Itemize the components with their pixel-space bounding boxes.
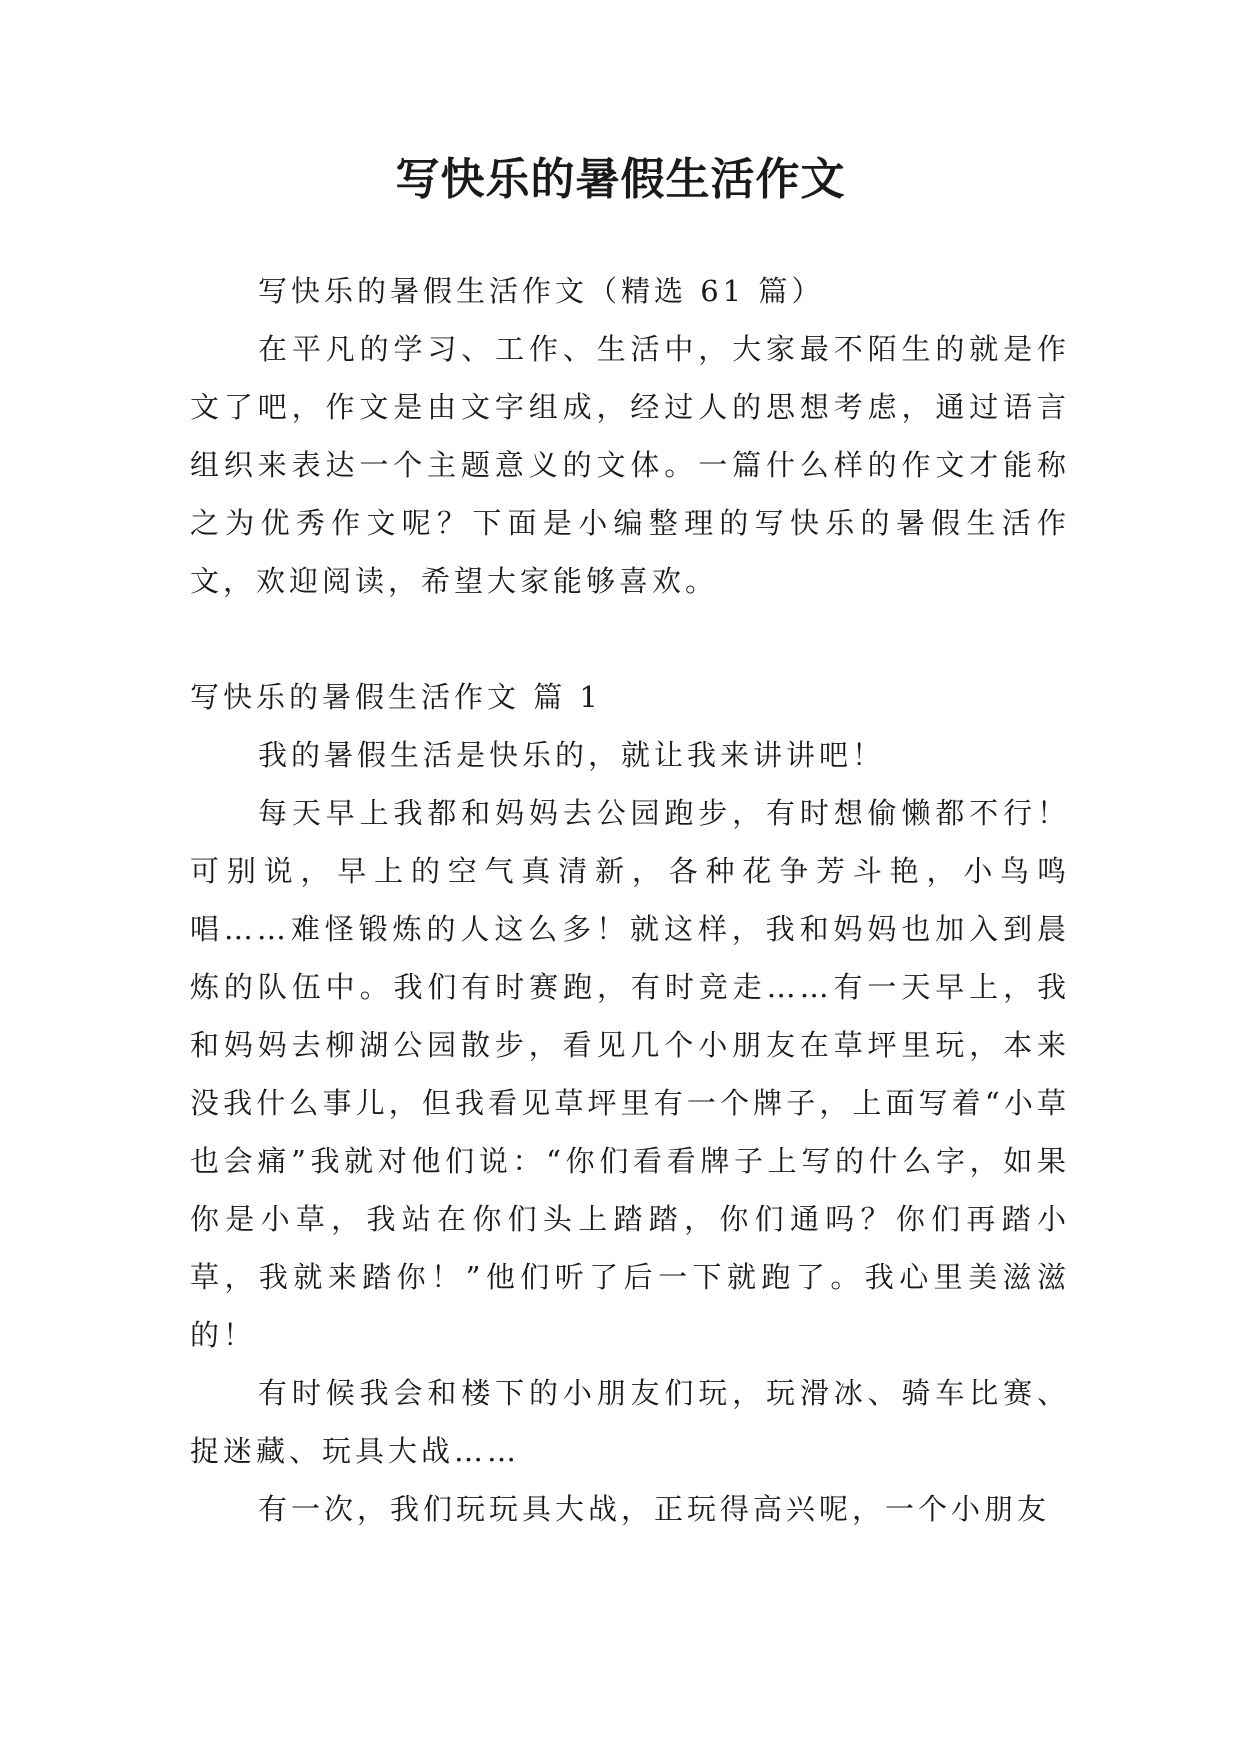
intro-paragraph: 在平凡的学习、工作、生活中，大家最不陌生的就是作文了吧，作文是由文字组成，经过人的思想考虑，通过语言组织来表达一个主题意义的文体。一篇什么样的作文才能称之为优秀作文呢？下面是小编整理的写快乐的暑假生活作文，欢迎阅读，希望大家能够喜欢。 (190, 332, 1070, 598)
document-body (190, 262, 1070, 1538)
document-subtitle: 写快乐的暑假生活作文（精选 61 篇） (258, 274, 825, 308)
body-paragraph: 我的暑假生活是快乐的，就让我来讲讲吧！ (258, 738, 886, 772)
document-title: 写快乐的暑假生活作文 (395, 154, 846, 205)
body-paragraph: 有时候我会和楼下的小朋友们玩，玩滑冰、骑车比赛、捉迷藏、玩具大战…… (190, 1376, 1070, 1468)
body-paragraph: 有一次，我们玩玩具大战，正玩得高兴呢，一个小朋友 (258, 1492, 1051, 1526)
section-heading: 写快乐的暑假生活作文 篇 1 (190, 680, 602, 714)
body-paragraph: 每天早上我都和妈妈去公园跑步，有时想偷懒都不行！可别说，早上的空气真清新，各种花争芳斗艳，小鸟鸣唱……难怪锻炼的人这么多！就这样，我和妈妈也加入到晨炼的队伍中。我们有时赛跑，有时竞走……有一天早上，我和妈妈去柳湖公园散步，看见几个小朋友在草坪里玩，本来没我什么事儿，但我看见草坪里有一个牌子，上面写着“小草也会痛”我就对他们说：“你们看看牌子上写的什么字，如果你是小草，我站在你们头上踏踏，你们通吗？你们再踏小草，我就来踏你！”他们听了后一下就跑了。我心里美滋滋的！ (190, 796, 1070, 1352)
